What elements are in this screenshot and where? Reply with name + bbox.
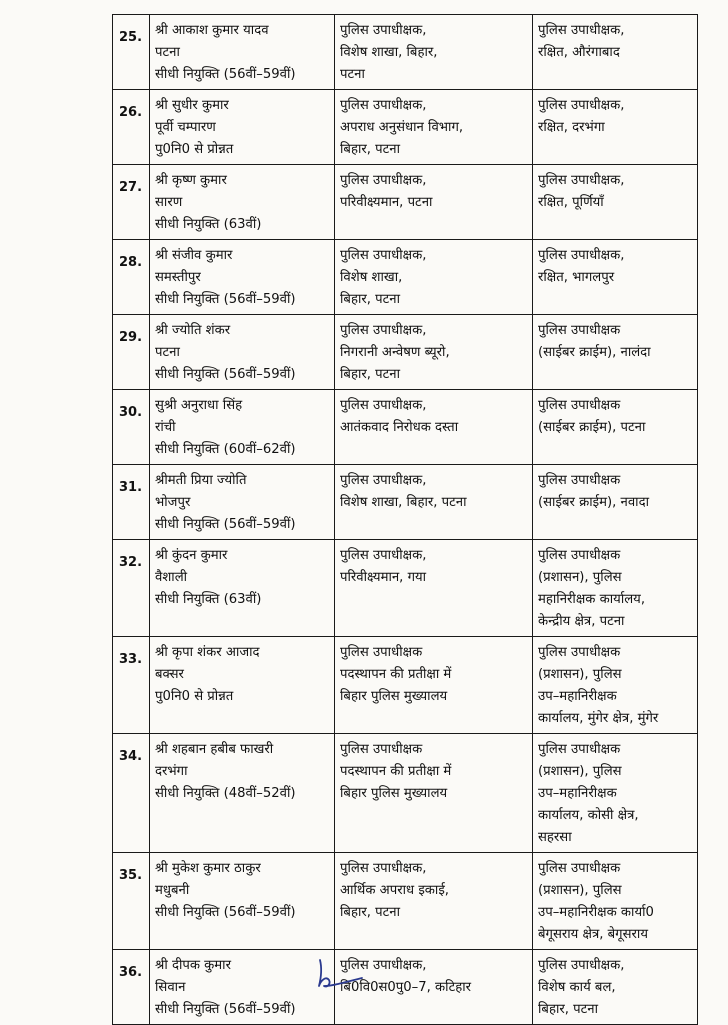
new-posting-line: पुलिस उपाधीक्षक, — [538, 248, 625, 263]
current-posting-line: पुलिस उपाधीक्षक, — [340, 23, 427, 38]
new-posting-line: (साईबर क्राईम), पटना — [538, 420, 646, 435]
new-posting-cell — [533, 165, 698, 240]
new-posting-line: पुलिस उपाधीक्षक, — [538, 958, 625, 973]
home-district: रांची — [155, 420, 176, 435]
current-posting-cell — [335, 390, 533, 465]
officer-name: श्री सुधीर कुमार — [155, 98, 229, 113]
officer-cell — [150, 853, 335, 950]
home-district: मधुबनी — [155, 883, 190, 898]
officer-name: श्री आकाश कुमार यादव — [155, 23, 269, 38]
officer-name: श्री कृपा शंकर आजाद — [155, 645, 260, 660]
new-posting-line: पुलिस उपाधीक्षक, — [538, 98, 625, 113]
new-posting-line: पुलिस उपाधीक्षक — [538, 742, 621, 757]
officer-cell — [150, 315, 335, 390]
officer-name: श्री कुंदन कुमार — [155, 548, 228, 563]
home-district: सारण — [155, 195, 183, 210]
serial-number: 32. — [113, 540, 150, 637]
new-posting-line: कार्यालय, मुंगेर क्षेत्र, मुंगेर — [538, 711, 659, 726]
table-row — [113, 853, 698, 950]
current-posting-line: विशेष शाखा, बिहार, पटना — [340, 495, 467, 510]
table-row — [113, 637, 698, 734]
home-district: दरभंगा — [155, 764, 188, 779]
table-row — [113, 950, 698, 1025]
home-district: समस्तीपुर — [155, 270, 201, 285]
current-posting-cell — [335, 165, 533, 240]
new-posting-line: (प्रशासन), पुलिस — [538, 570, 622, 585]
current-posting-line: बिहार, पटना — [340, 292, 401, 307]
current-posting-line: आर्थिक अपराध इकाई, — [340, 883, 450, 898]
appointment-mode: सीधी नियुक्ति (56वीं–59वीं) — [155, 367, 296, 382]
current-posting-line: पुलिस उपाधीक्षक — [340, 645, 423, 660]
new-posting-cell — [533, 90, 698, 165]
appointment-mode: सीधी नियुक्ति (63वीं) — [155, 592, 262, 607]
officer-cell — [150, 15, 335, 90]
serial-number: 30. — [113, 390, 150, 465]
new-posting-line: उप–महानिरीक्षक कार्या0 — [538, 905, 654, 920]
new-posting-line: बिहार, पटना — [538, 1002, 599, 1017]
current-posting-line: विशेष शाखा, — [340, 270, 403, 285]
home-district: सिवान — [155, 980, 186, 995]
appointment-mode: पु0नि0 से प्रोन्नत — [155, 689, 234, 704]
officer-name: श्रीमती प्रिया ज्योति — [155, 473, 247, 488]
current-posting-line: विशेष शाखा, बिहार, — [340, 45, 438, 60]
officer-name: श्री कृष्ण कुमार — [155, 173, 227, 188]
new-posting-cell — [533, 734, 698, 853]
current-posting-line: पुलिस उपाधीक्षक, — [340, 861, 427, 876]
home-district: पटना — [155, 345, 180, 360]
current-posting-line: पुलिस उपाधीक्षक, — [340, 473, 427, 488]
officer-cell — [150, 465, 335, 540]
transfer-table — [112, 14, 698, 1025]
current-posting-line: पुलिस उपाधीक्षक, — [340, 958, 427, 973]
current-posting-line: पुलिस उपाधीक्षक, — [340, 173, 427, 188]
new-posting-line: रक्षित, औरंगाबाद — [538, 45, 620, 60]
current-posting-line: पुलिस उपाधीक्षक, — [340, 248, 427, 263]
current-posting-line: पुलिस उपाधीक्षक, — [340, 398, 427, 413]
current-posting-line: बि0वि0स0पु0–7, कटिहार — [340, 980, 472, 995]
current-posting-cell — [335, 240, 533, 315]
new-posting-line: (साईबर क्राईम), नालंदा — [538, 345, 651, 360]
appointment-mode: सीधी नियुक्ति (56वीं–59वीं) — [155, 67, 296, 82]
new-posting-line: सहरसा — [538, 830, 572, 845]
appointment-mode: सीधी नियुक्ति (60वीं–62वीं) — [155, 442, 296, 457]
appointment-mode: सीधी नियुक्ति (56वीं–59वीं) — [155, 905, 296, 920]
current-posting-line: बिहार, पटना — [340, 905, 401, 920]
appointment-mode: सीधी नियुक्ति (56वीं–59वीं) — [155, 517, 296, 532]
new-posting-line: पुलिस उपाधीक्षक — [538, 548, 621, 563]
new-posting-line: (प्रशासन), पुलिस — [538, 667, 622, 682]
serial-number: 29. — [113, 315, 150, 390]
home-district: भोजपुर — [155, 495, 191, 510]
current-posting-line: पुलिस उपाधीक्षक, — [340, 548, 427, 563]
table-row — [113, 465, 698, 540]
serial-number: 35. — [113, 853, 150, 950]
officer-name: सुश्री अनुराधा सिंह — [155, 398, 243, 413]
new-posting-line: रक्षित, दरभंगा — [538, 120, 605, 135]
home-district: बक्सर — [155, 667, 184, 682]
new-posting-line: विशेष कार्य बल, — [538, 980, 616, 995]
new-posting-line: उप–महानिरीक्षक — [538, 786, 617, 801]
new-posting-cell — [533, 950, 698, 1025]
appointment-mode: सीधी नियुक्ति (63वीं) — [155, 217, 262, 232]
new-posting-line: (प्रशासन), पुलिस — [538, 883, 622, 898]
officer-name: श्री दीपक कुमार — [155, 958, 231, 973]
current-posting-line: आतंकवाद निरोधक दस्ता — [340, 420, 459, 435]
current-posting-line: पुलिस उपाधीक्षक, — [340, 323, 427, 338]
serial-number: 36. — [113, 950, 150, 1025]
new-posting-line: महानिरीक्षक कार्यालय, — [538, 592, 646, 607]
table-row — [113, 90, 698, 165]
current-posting-line: बिहार पुलिस मुख्यालय — [340, 786, 448, 801]
officer-name: श्री संजीव कुमार — [155, 248, 233, 263]
current-posting-cell — [335, 637, 533, 734]
new-posting-line: रक्षित, पूर्णियाँ — [538, 195, 604, 210]
serial-number: 31. — [113, 465, 150, 540]
current-posting-cell — [335, 853, 533, 950]
new-posting-line: पुलिस उपाधीक्षक — [538, 473, 621, 488]
table-row — [113, 165, 698, 240]
home-district: पटना — [155, 45, 180, 60]
new-posting-cell — [533, 240, 698, 315]
current-posting-cell — [335, 465, 533, 540]
appointment-mode: सीधी नियुक्ति (56वीं–59वीं) — [155, 1002, 296, 1017]
serial-number: 28. — [113, 240, 150, 315]
new-posting-line: पुलिस उपाधीक्षक — [538, 861, 621, 876]
current-posting-line: अपराध अनुसंधान विभाग, — [340, 120, 464, 135]
officer-cell — [150, 165, 335, 240]
table-row — [113, 540, 698, 637]
new-posting-line: कार्यालय, कोसी क्षेत्र, — [538, 808, 639, 823]
current-posting-cell — [335, 15, 533, 90]
current-posting-line: बिहार, पटना — [340, 367, 401, 382]
new-posting-line: केन्द्रीय क्षेत्र, पटना — [538, 614, 625, 629]
officer-cell — [150, 637, 335, 734]
current-posting-line: परिवीक्ष्यमान, पटना — [340, 195, 433, 210]
home-district: पूर्वी चम्पारण — [155, 120, 216, 135]
officer-cell — [150, 240, 335, 315]
new-posting-line: पुलिस उपाधीक्षक — [538, 398, 621, 413]
officer-cell — [150, 90, 335, 165]
table-row — [113, 315, 698, 390]
new-posting-cell — [533, 15, 698, 90]
new-posting-line: बेगूसराय क्षेत्र, बेगूसराय — [538, 927, 648, 942]
officer-cell — [150, 540, 335, 637]
new-posting-cell — [533, 465, 698, 540]
current-posting-line: बिहार, पटना — [340, 142, 401, 157]
current-posting-line: बिहार पुलिस मुख्यालय — [340, 689, 448, 704]
officer-cell — [150, 390, 335, 465]
home-district: वैशाली — [155, 570, 188, 585]
appointment-mode: सीधी नियुक्ति (48वीं–52वीं) — [155, 786, 296, 801]
new-posting-line: पुलिस उपाधीक्षक — [538, 323, 621, 338]
table-row — [113, 390, 698, 465]
officer-name: श्री शहबान हबीब फाखरी — [155, 742, 274, 757]
current-posting-line: निगरानी अन्वेषण ब्यूरो, — [340, 345, 450, 360]
new-posting-line: रक्षित, भागलपुर — [538, 270, 615, 285]
new-posting-cell — [533, 540, 698, 637]
serial-number: 34. — [113, 734, 150, 853]
new-posting-cell — [533, 315, 698, 390]
new-posting-line: पुलिस उपाधीक्षक, — [538, 173, 625, 188]
serial-number: 33. — [113, 637, 150, 734]
new-posting-line: पुलिस उपाधीक्षक, — [538, 23, 625, 38]
new-posting-line: पुलिस उपाधीक्षक — [538, 645, 621, 660]
current-posting-cell — [335, 90, 533, 165]
current-posting-line: पुलिस उपाधीक्षक, — [340, 98, 427, 113]
current-posting-line: पटना — [340, 67, 365, 82]
appointment-mode: पु0नि0 से प्रोन्नत — [155, 142, 234, 157]
new-posting-cell — [533, 853, 698, 950]
table-row — [113, 240, 698, 315]
new-posting-cell — [533, 637, 698, 734]
officer-cell — [150, 734, 335, 853]
table-row — [113, 734, 698, 853]
current-posting-line: परिवीक्ष्यमान, गया — [340, 570, 427, 585]
current-posting-line: पदस्थापन की प्रतीक्षा में — [340, 667, 452, 682]
officer-name: श्री मुकेश कुमार ठाकुर — [155, 861, 261, 876]
current-posting-line: पुलिस उपाधीक्षक — [340, 742, 423, 757]
new-posting-line: (साईबर क्राईम), नवादा — [538, 495, 649, 510]
new-posting-cell — [533, 390, 698, 465]
serial-number: 25. — [113, 15, 150, 90]
current-posting-line: पदस्थापन की प्रतीक्षा में — [340, 764, 452, 779]
current-posting-cell — [335, 734, 533, 853]
officer-cell — [150, 950, 335, 1025]
new-posting-line: (प्रशासन), पुलिस — [538, 764, 622, 779]
table-row — [113, 15, 698, 90]
serial-number: 26. — [113, 90, 150, 165]
signature-mark — [312, 956, 368, 994]
serial-number: 27. — [113, 165, 150, 240]
current-posting-cell — [335, 540, 533, 637]
current-posting-cell — [335, 315, 533, 390]
new-posting-line: उप–महानिरीक्षक — [538, 689, 617, 704]
appointment-mode: सीधी नियुक्ति (56वीं–59वीं) — [155, 292, 296, 307]
officer-name: श्री ज्योति शंकर — [155, 323, 231, 338]
